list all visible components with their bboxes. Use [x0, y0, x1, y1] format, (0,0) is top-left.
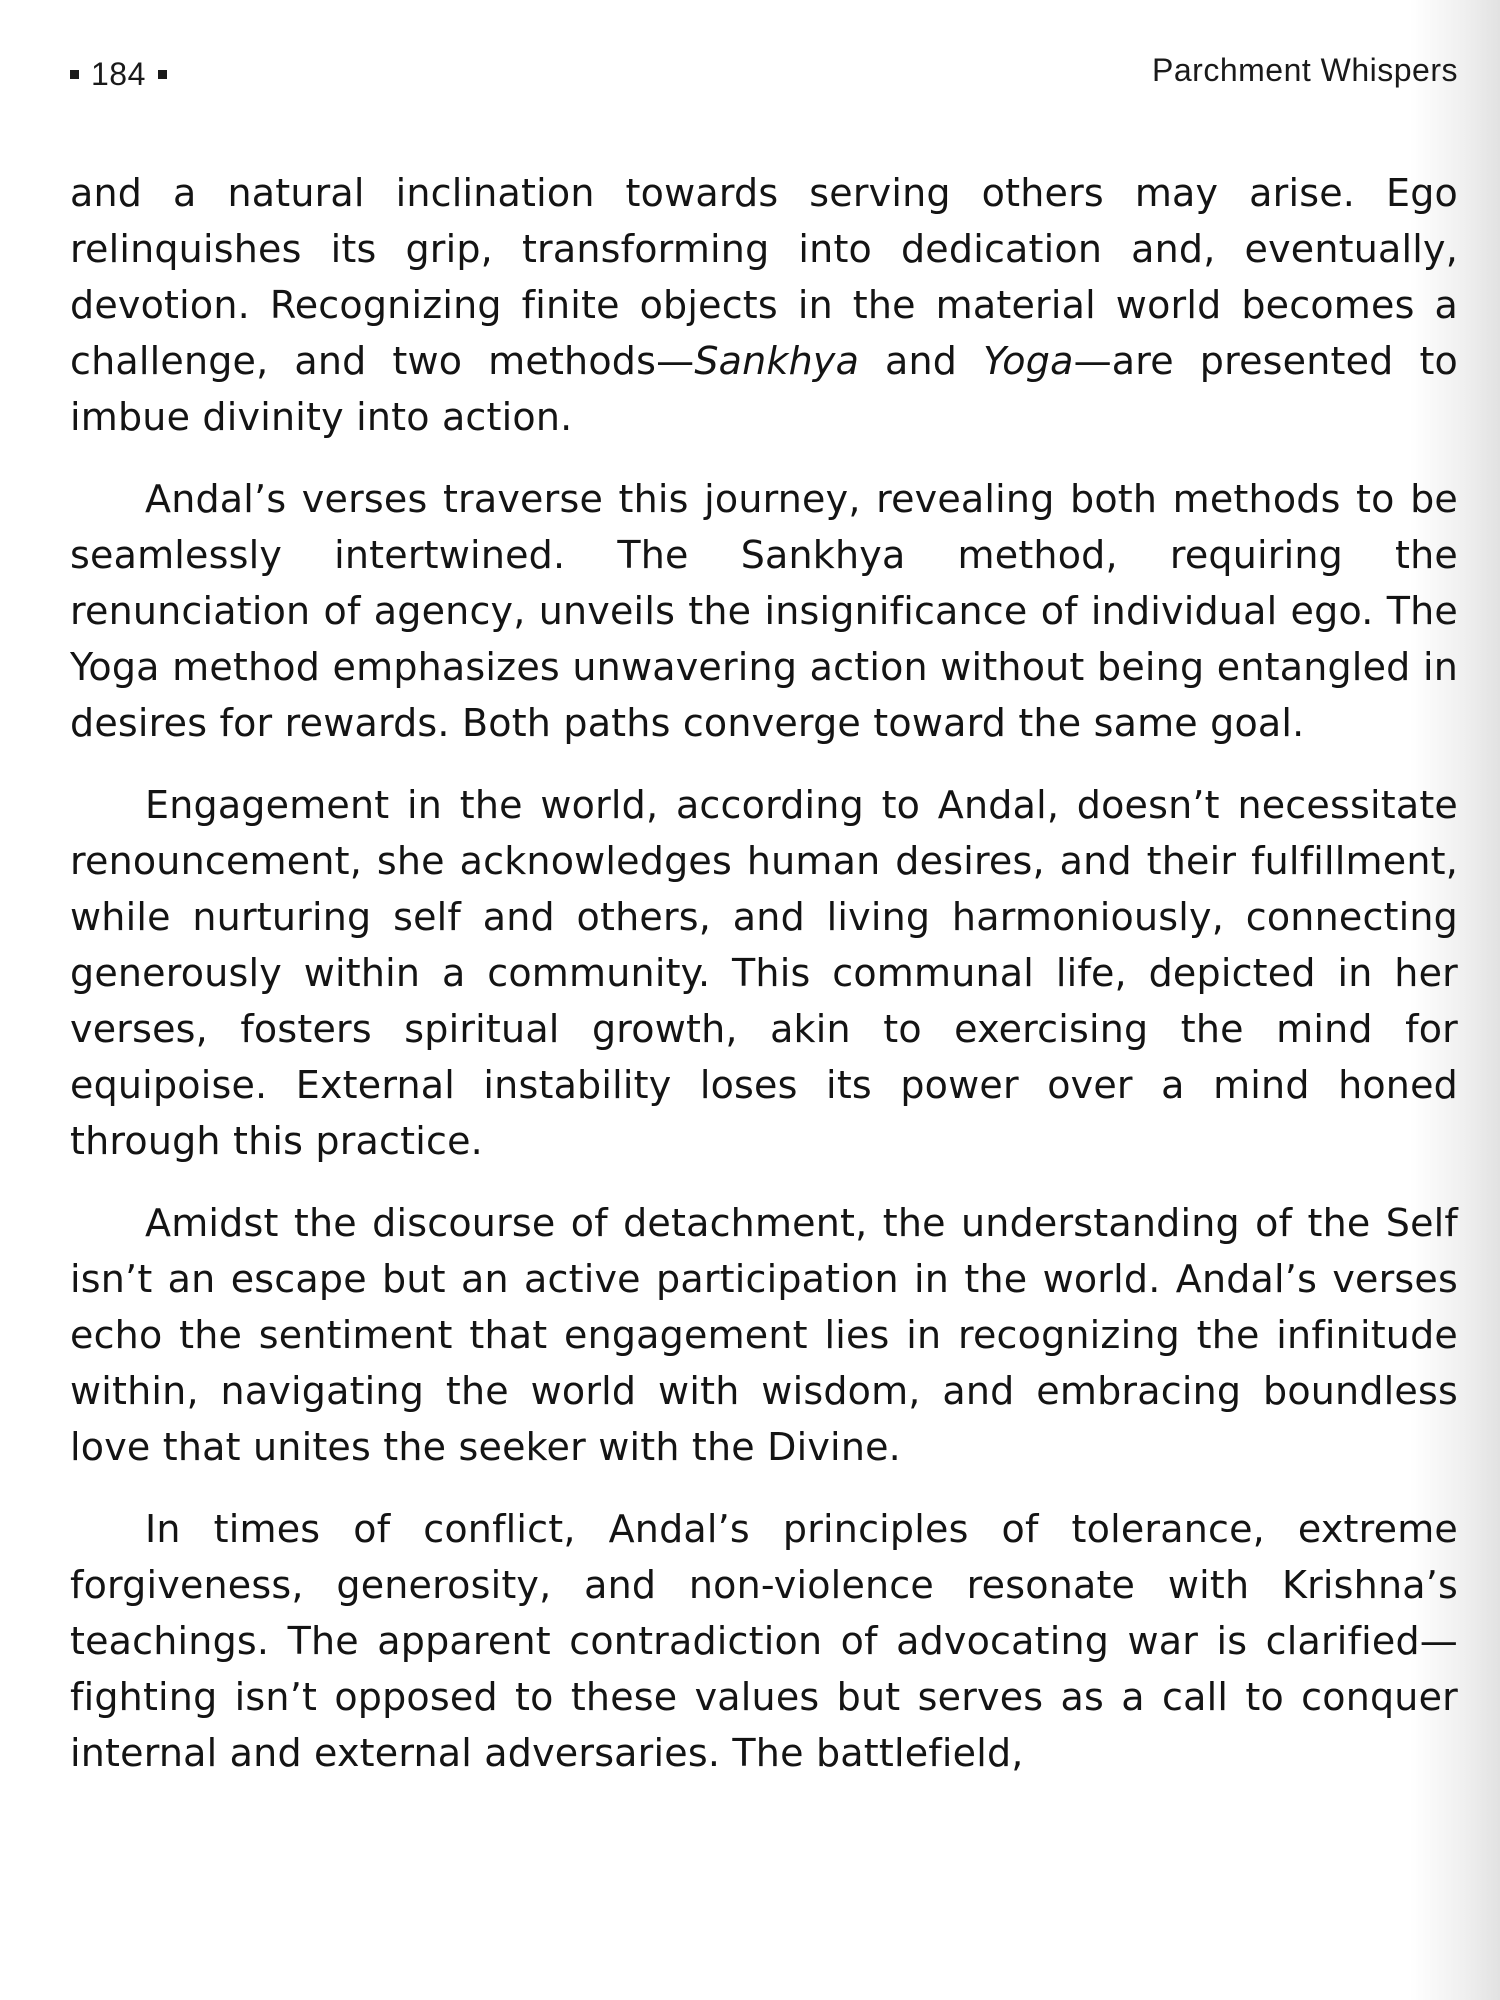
body-text [70, 165, 1458, 1781]
paragraph-1 [70, 165, 1458, 445]
paragraph-1-yoga-term: Yoga [983, 339, 1074, 383]
paragraph-5: In times of conflict, Andal’s principles of tolerance, extreme forgiveness, generosity, and non-violence resonate with Krishna’s teachings. The apparent contradiction of advocating war is clarified—fighting isn’t opposed to these values but serves as a call to conquer internal and external adversaries. The battlefield, [70, 1507, 1458, 1775]
page-header [70, 52, 1458, 102]
paragraph-4: Amidst the discourse of detachment, the understanding of the Self isn’t an escape but an active participation in the world. Andal’s verses echo the sentiment that engagement lies in recognizing the infinitude within, navigating the world with wisdom, and embracing boundless love that unites the seeker with the Divine. [70, 1201, 1458, 1469]
paragraph-1-text-c: —are presented to imbue divinity into action. [70, 339, 1458, 439]
paragraph-2: Andal’s verses traverse this journey, revealing both methods to be seamlessly intertwined. The Sankhya method, requiring the renunciation of agency, unveils the insignificance of individual ego. The Yoga method emphasizes unwavering action without being entangled in desires for rewards. Both paths converge toward the same goal. [70, 477, 1458, 745]
paragraph-1-text-b: and [859, 339, 984, 383]
bullet-right-icon [158, 70, 167, 79]
paragraph-1-sankhya-term: Sankhya [694, 339, 860, 383]
paragraph-1-text-a: and a natural inclination towards serving others may arise. Ego relinquishes its grip, transforming into dedication and, eventually, devotion. Recognizing finite objects in the material world becomes a challenge, and two methods— [70, 171, 1458, 383]
paragraph-3: Engagement in the world, according to Andal, doesn’t necessitate renouncement, she acknowledges human desires, and their fulfillment, while nurturing self and others, and living harmoniously, connecting generously within a community. This communal life, depicted in her verses, fosters spiritual growth, akin to exercising the mind for equipoise. External instability loses its power over a mind honed through this practice. [70, 783, 1458, 1163]
bullet-left-icon [70, 70, 79, 79]
page-number-group [70, 56, 167, 93]
page-number: 184 [91, 56, 146, 92]
running-title: Parchment Whispers [1152, 52, 1458, 88]
